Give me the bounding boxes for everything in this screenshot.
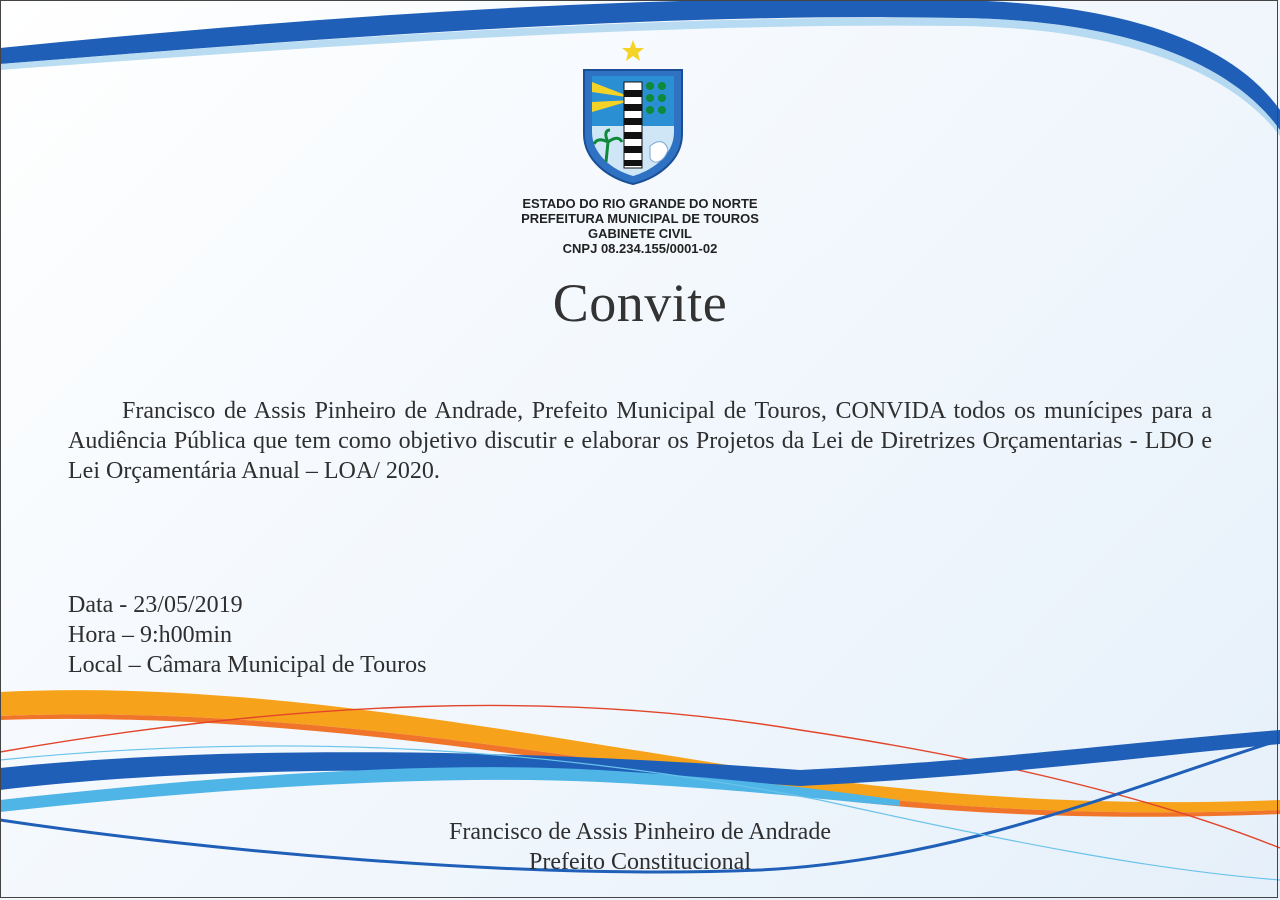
- header-state: ESTADO DO RIO GRANDE DO NORTE: [522, 196, 758, 211]
- signature-role: Prefeito Constitucional: [529, 849, 751, 875]
- header-office: GABINETE CIVIL: [587, 226, 692, 241]
- signature-name: Francisco de Assis Pinheiro de Andrade: [449, 819, 831, 845]
- event-date: Data - 23/05/2019: [68, 592, 243, 618]
- header-cnpj: CNPJ 08.234.155/0001-02: [562, 241, 718, 256]
- event-location: Local – Câmara Municipal de Touros: [68, 652, 427, 678]
- invitation-body: Francisco de Assis Pinheiro de Andrade, Prefeito Municipal de Touros, CONVIDA todos os munícipes para a Audiência Pública que tem como objetivo discutir e elaborar os Projetos da Lei de Diretrizes Orçamentarias - LDO e Lei Orçamentária Anual – LOA/ 2020.: [68, 398, 1212, 484]
- header-prefecture: PREFEITURA MUNICIPAL DE TOUROS: [521, 211, 759, 226]
- event-time: Hora – 9:h00min: [68, 622, 232, 648]
- page-title: Convite: [552, 273, 728, 333]
